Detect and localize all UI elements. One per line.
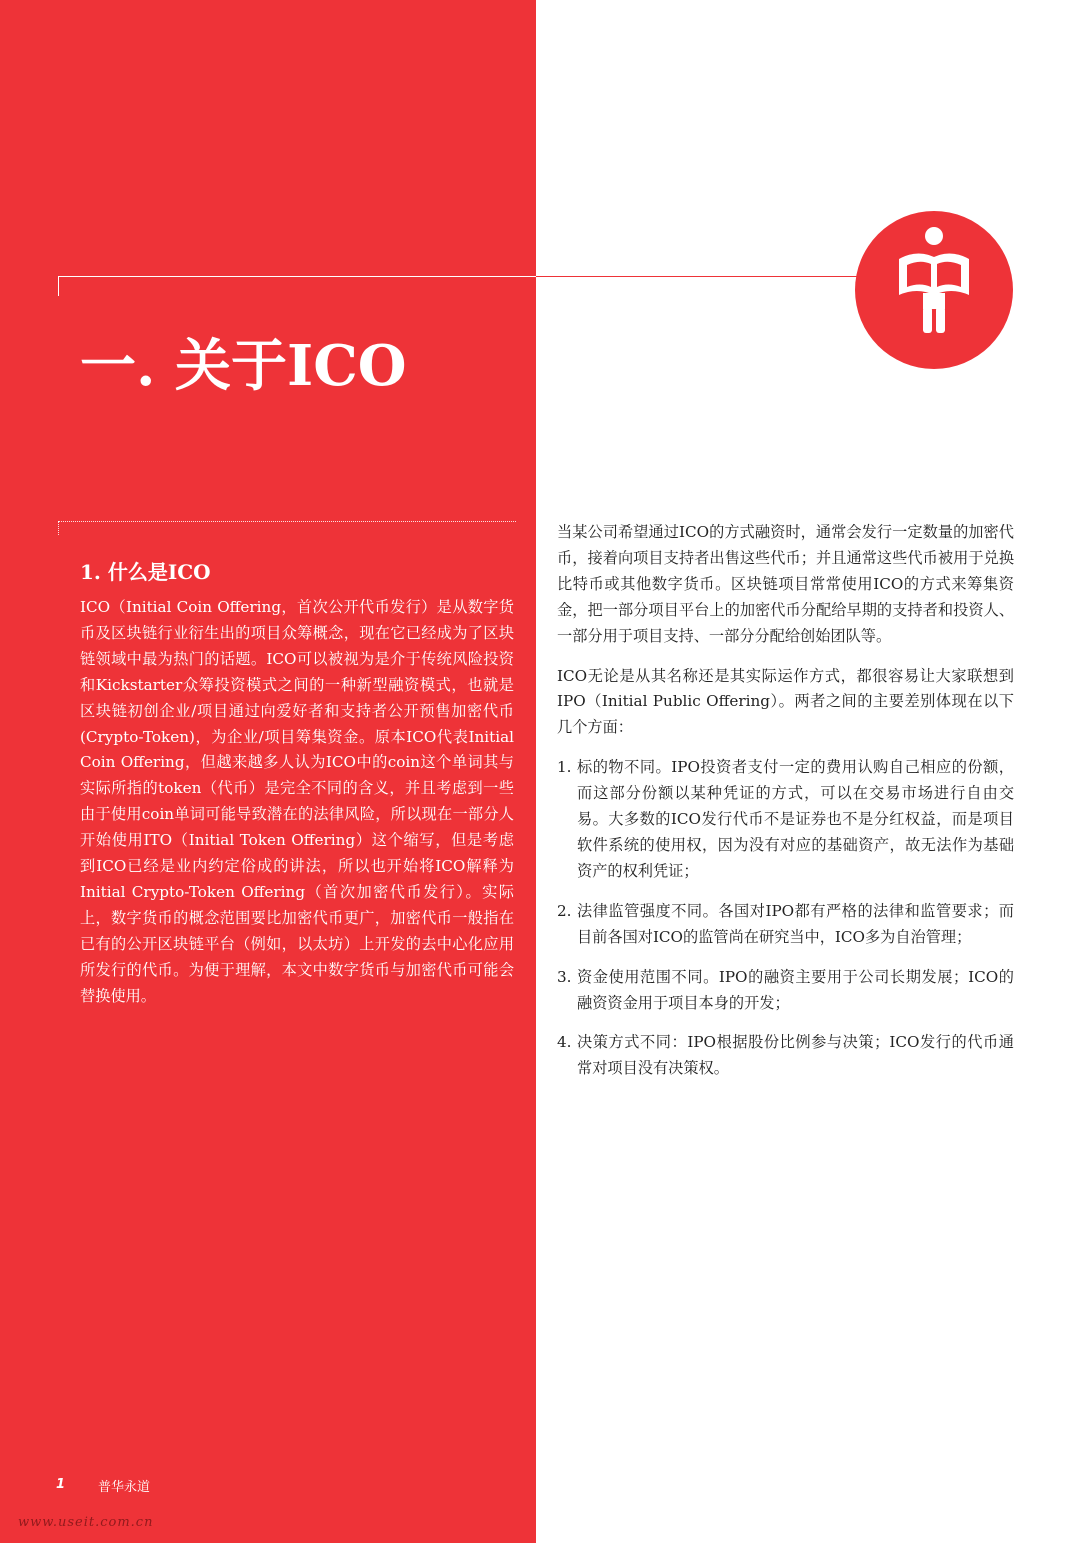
footer-brand: 普华永道 <box>98 1480 151 1495</box>
list-text: 决策方式不同：IPO根据股份比例参与决策；ICO发行的代币通常对项目没有决策权。 <box>577 1033 1014 1078</box>
list-item <box>557 965 1014 1017</box>
title-connector-line <box>536 276 866 277</box>
list-text: 资金使用范围不同。IPO的融资主要用于公司长期发展；ICO的融资资金用于项目本身的开发； <box>577 967 1014 1012</box>
section-heading: 1. 什么是ICO <box>80 560 211 584</box>
section-divider-corner <box>58 521 59 535</box>
list-item <box>557 1030 1014 1082</box>
list-text: 法律监管强度不同。各国对IPO都有严格的法律和监管要求；而目前各国对ICO的监管尚在研究当中，ICO多为自治管理； <box>577 901 1014 946</box>
right-column <box>557 520 1014 1096</box>
icon-badge <box>855 211 1013 369</box>
list-item <box>557 755 1014 885</box>
list-number: 1. <box>557 758 572 777</box>
list-number: 2. <box>557 901 572 920</box>
paragraph-comparison: ICO无论是从其名称还是其实际运作方式，都很容易让大家联想到IPO（Initial Public Offering）。两者之间的主要差别体现在以下几个方面： <box>557 666 1014 737</box>
list-text: 标的物不同。IPO投资者支付一定的费用认购自己相应的份额，而这部分份额以某种凭证的方式，可以在交易市场进行自由交易。大多数的ICO发行代币不是证券也不是分红权益，而是项目软件系统的使用权，因为没有对应的基础资产，故无法作为基础资产的权利凭证； <box>577 758 1014 880</box>
paragraph-intro: 当某公司希望通过ICO的方式融资时，通常会发行一定数量的加密代币，接着向项目支持者出售这些代币；并且通常这些代币被用于兑换比特币或其他数字货币。区块链项目常常使用ICO的方式来筹集资金，把一部分项目平台上的加密代币分配给早期的支持者和投资人、一部分用于项目支持、一部分分配给创始团队等。 <box>557 523 1014 645</box>
page-title: 一. 关于ICO <box>80 332 407 399</box>
title-frame-line <box>58 276 918 296</box>
section-body: ICO（Initial Coin Offering，首次公开代币发行）是从数字货币及区块链行业衍生出的项目众筹概念，现在它已经成为了区块链领域中最为热门的话题。ICO可以被视为是介于传统风险投资和Kickstarter众筹投资模式之间的一种新型融资模式，也就是区块链初创企业/项目通过向爱好者和支持者公开预售加密代币(Crypto-Token)，为企业/项目筹集资金。原本ICO代表Initial Coin Offering，但越来越多人认为ICO中的coin这个单词其与实际所指的token（代币）是完全不同的含义，并且考虑到一些由于使用coin单词可能导致潜在的法律风险，所以现在一部分人开始使用ITO（Initial Token Offering）这个缩写，但是考虑到ICO已经是业内约定俗成的讲法，所以也开始将ICO解释为Initial Crypto-Token Offering（首次加密代币发行）。实际上，数字货币的概念范围要比加密代币更广，加密代币一般指在已有的公开区块链平台（例如，以太坊）上开发的去中心化应用所发行的代币。为便于理解，本文中数字货币与加密代币可能会替换使用。 <box>80 598 514 1005</box>
list-number: 3. <box>557 967 572 986</box>
page-number: 1 <box>56 1477 66 1492</box>
left-column <box>80 555 514 1010</box>
watermark: www.useit.com.cn <box>18 1515 154 1530</box>
list-number: 4. <box>557 1033 572 1052</box>
person-reading-icon <box>855 211 1013 369</box>
list-item <box>557 899 1014 951</box>
section-divider <box>58 521 516 522</box>
